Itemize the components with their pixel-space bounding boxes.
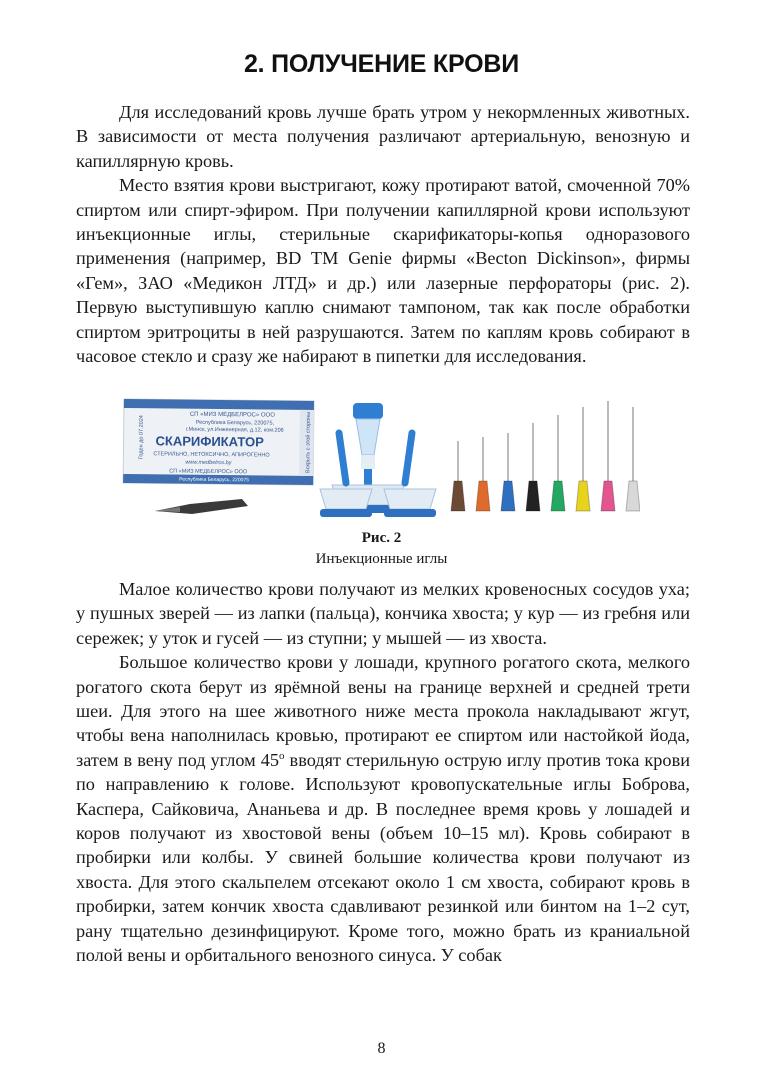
paragraph-large-amount-part1: Большое количество крови у лошади, крупного рогатого скота, мелкого рогатого скота берут из ярёмной вены на границе верхней и средней трети шеи. Для этого на шее животного ниже места прокола накладывают жгут, чтобы вена наполнилась кровью, протирают ее спиртом или настойкой йода, затем в вену под углом 45: [76, 652, 690, 770]
figure-illustration: [120, 393, 640, 523]
text-block-bottom: [76, 577, 690, 968]
degree-sign: o: [279, 749, 285, 762]
package-line-2: Республика Беларусь, 220075,: [195, 419, 275, 427]
injection-needles: [451, 401, 640, 511]
paragraph-small-amount: Малое количество крови получают из мелких кровеносных сосудов уха; у пушных зверей — из лапки (пальца), кончика хвоста; у кур — из гребня или сережек; у уток и гусей — из ступни; у мышей — из хвоста.: [76, 579, 690, 648]
figure-needles: [120, 393, 640, 523]
figure-caption: Инъекционные иглы: [315, 551, 448, 567]
section-title: 2. ПОЛУЧЕНИЕ КРОВИ: [243, 50, 520, 78]
package-expiry: Годен до 07.2024: [138, 415, 145, 460]
paragraph-capillary: Место взятия крови выстригают, кожу протирают ватой, смоченной 70% спиртом или спирт-эфиром. При получении капиллярной крови используют инъекционные иглы, стерильные скарификаторы-копья одноразового применения (например, BD TM Genie фирмы «Becton Dickinson», фирмы «Гем», ЗАО «Медикон ЛТД» и др.) или лазерные перфораторы (рис. 2). Первую выступившую каплю снимают тампоном, так как после обработки спиртом эритроциты в ней разрушаются. Затем по каплям кровь собирают в часовое стекло и сразу же набирают в пипетки для исследования.: [76, 175, 690, 367]
needle-hub: [451, 481, 465, 511]
paragraph-large-amount: [76, 650, 690, 967]
package-open-side: Вскрыть с этой стороны: [305, 411, 312, 473]
package-line-5: СТЕРИЛЬНО, НЕТОКСИЧНО, АПИРОГЕННО: [153, 451, 270, 459]
needle-hub: [576, 481, 590, 511]
package-line-8: Республика Беларусь, 220075: [179, 476, 249, 484]
figure-number: Рис. 2: [361, 530, 402, 546]
scarifier-package: [123, 399, 314, 485]
needle-hub: [526, 481, 540, 511]
paragraph-intro: Для исследований кровь лучше брать утром у некормленных животных. В зависимости от места получения различают артериальную, венозную и капиллярную кровь.: [76, 102, 690, 171]
package-line-7: СП «МИЗ МЕДБЕЛРОС» ООО: [169, 468, 248, 476]
needle-hub: [551, 481, 565, 511]
disposable-lancets: [320, 403, 436, 517]
package-line-3: г.Минск, ул.Инженерная, д.12, ком.206: [185, 426, 284, 434]
text-block-top: [76, 100, 690, 368]
needle-hub: [626, 481, 640, 511]
needle-hub: [501, 481, 515, 511]
lancet-blade: [155, 499, 248, 514]
paragraph-large-amount-part2: вводят стерильную острую иглу против тока крови по направлению к голове. Используют кровопускательные иглы Боброва, Каспера, Сайковича, Ананьева и др. В последнее время кровь у лошадей и коров получают из хвостовой вены (объем 10–15 мл). Кровь собирают в пробирки или колбы. У свиней большие количества крови получают из хвоста. Для этого скальпелем отсекают около 1 см хвоста, собирают кровь в пробирки, затем кончик хвоста сдавливают резинкой или бинтом на 1–2 сут, рану тщательно дезинфицируют. Кроме того, можно брать из краниальной полой вены и орбитального венозного синуса. У собак: [76, 749, 690, 966]
needle-hub: [601, 481, 615, 511]
package-line-1: СП «МИЗ МЕДБЕЛРОС» ООО: [189, 411, 275, 419]
package-website: www.medbelros.by: [185, 459, 232, 467]
package-product-name: СКАРИФИКАТОР: [155, 433, 264, 450]
page-number: 8: [377, 1040, 386, 1057]
needle-hub: [476, 481, 490, 511]
